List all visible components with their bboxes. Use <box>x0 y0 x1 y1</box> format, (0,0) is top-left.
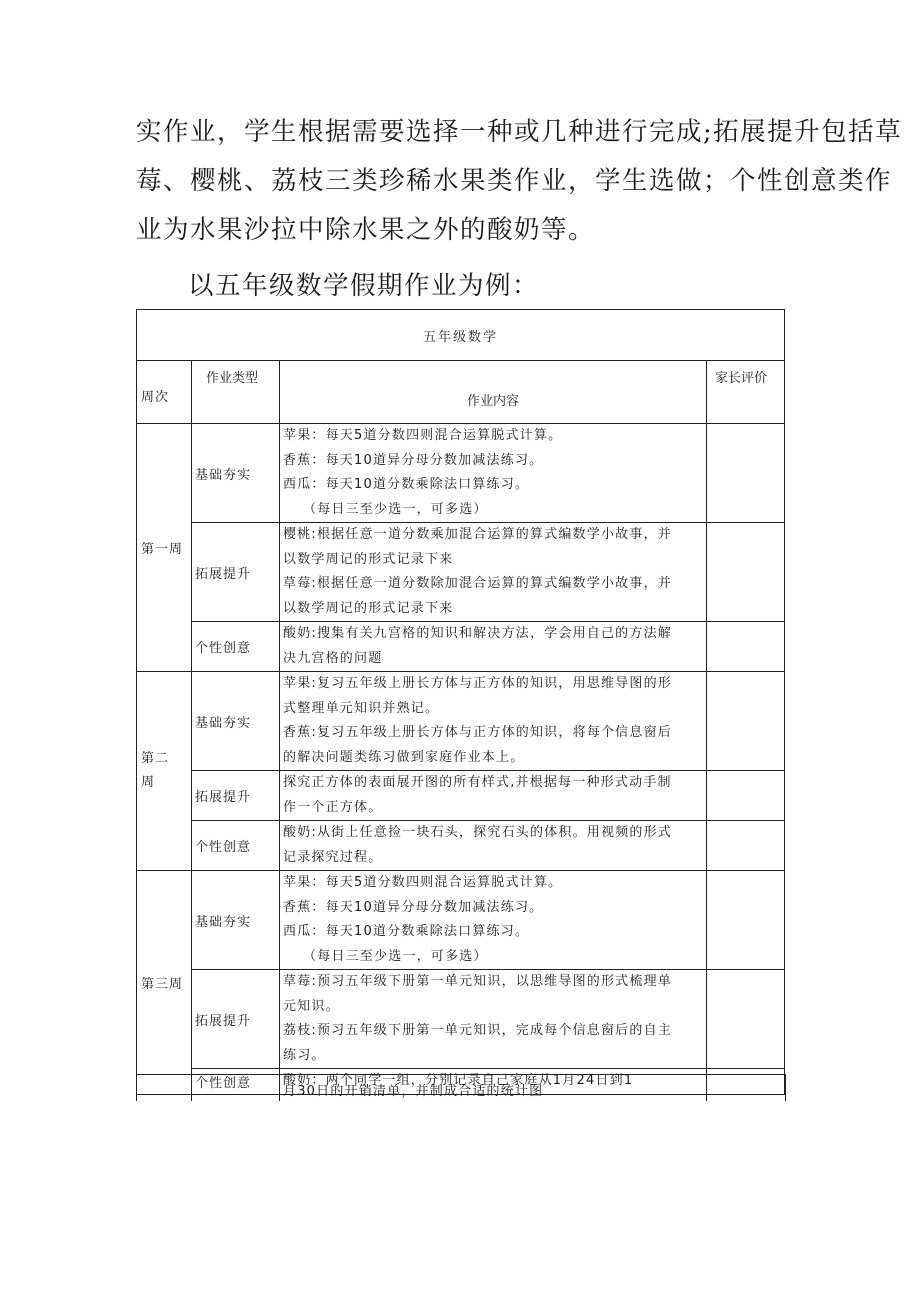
content-line: 香蕉:复习五年级上册长方体与正方体的知识，将每个信息窗后 <box>283 725 672 740</box>
week-label: 第二周 <box>141 751 170 790</box>
content-line: 苹果：每天5道分数四则混合运算脱式计算。 <box>283 875 563 890</box>
eval-cell[interactable] <box>707 821 785 871</box>
body-paragraph <box>136 108 903 255</box>
content-cell <box>280 771 707 821</box>
content-cell <box>280 970 707 1069</box>
content-line: 决九宫格的问题 <box>283 650 383 666</box>
content-line: 荔枝:预习五年级下册第一单元知识，完成每个信息窗后的自主 <box>283 1023 672 1038</box>
content-line: 酸奶:从街上任意捡一块石头，探究石头的体积。用视频的形式 <box>283 825 672 840</box>
content-line: 樱桃:根据任意一道分数乘加混合运算的算式编数学小故事，并 <box>283 527 672 542</box>
week-cell: 第三周 <box>137 871 192 1095</box>
homework-table <box>136 309 785 1095</box>
content-cell <box>280 622 707 672</box>
content-line: 记录探究过程。 <box>283 849 383 865</box>
eval-cell[interactable] <box>707 672 785 771</box>
content-line: 以数学周记的形式记录下来 <box>283 600 454 616</box>
content-line: 的解决问题类练习做到家庭作业本上。 <box>283 749 525 765</box>
content-line: 以数学周记的形式记录下来 <box>283 551 454 567</box>
content-line: 草莓:根据任意一道分数除加混合运算的算式编数学小故事，并 <box>283 576 672 591</box>
content-line: 西瓜：每天10道分数乘除法口算练习。 <box>283 924 530 939</box>
content-line: 酸奶:搜集有关九宫格的知识和解决方法，学会用自己的方法解 <box>283 626 672 641</box>
content-line: 探究正方体的表面展开图的所有样式,并根据每一种形式动手制 <box>283 775 672 790</box>
header-week: 周次 <box>137 361 192 424</box>
content-cell <box>280 672 707 771</box>
content-cell <box>280 424 707 523</box>
continuation-text: 月30日的开销清单，并制成合适的统计图 <box>283 1084 544 1099</box>
paragraph-line: 实作业，学生根据需要选择一种或几种进行完成;拓展提升包括草 <box>136 117 903 147</box>
type-cell: 基础夯实 <box>192 871 280 970</box>
header-type: 作业类型 <box>192 361 280 424</box>
type-cell: 基础夯实 <box>192 424 280 523</box>
content-line: 苹果:复习五年级上册长方体与正方体的知识，用思维导图的形 <box>283 676 672 691</box>
table-title: 五年级数学 <box>137 310 785 361</box>
content-line: 香蕉：每天10道异分母分数加减法练习。 <box>283 452 544 468</box>
content-line: 元知识。 <box>283 998 340 1014</box>
content-line: 香蕉：每天10道异分母分数加减法练习。 <box>283 899 544 915</box>
content-line: （每日三至少选一，可多选） <box>303 948 488 964</box>
eval-cell[interactable] <box>707 424 785 523</box>
type-cell: 拓展提升 <box>192 970 280 1069</box>
content-cell <box>280 821 707 871</box>
content-line: （每日三至少选一，可多选） <box>303 501 488 517</box>
content-cell <box>280 523 707 622</box>
content-line: 西瓜：每天10道分数乘除法口算练习。 <box>283 477 530 492</box>
week-cell <box>137 672 192 871</box>
week-cell: 第一周 <box>137 424 192 672</box>
content-line: 作一个正方体。 <box>283 799 383 815</box>
content-line: 酸奶：两个同学一组，分别记录自己家庭从1月24日到1 <box>283 1073 634 1088</box>
eval-cell[interactable] <box>707 523 785 622</box>
eval-cell[interactable] <box>707 970 785 1069</box>
eval-cell[interactable] <box>707 622 785 672</box>
content-line: 苹果：每天5道分数四则混合运算脱式计算。 <box>283 428 563 443</box>
header-eval: 家长评价 <box>707 361 785 424</box>
eval-cell[interactable] <box>707 871 785 970</box>
type-cell: 个性创意 <box>192 622 280 672</box>
type-cell: 个性创意 <box>192 1069 280 1095</box>
header-content: 作业内容 <box>280 361 707 424</box>
eval-cell[interactable] <box>707 771 785 821</box>
type-cell: 拓展提升 <box>192 523 280 622</box>
type-cell: 基础夯实 <box>192 672 280 771</box>
continuation-row <box>136 1074 786 1101</box>
intro-line: 以五年级数学假期作业为例： <box>188 271 540 301</box>
content-line: 式整理单元知识并熟记。 <box>283 700 440 716</box>
paragraph-line: 业为水果沙拉中除水果之外的酸奶等。 <box>136 215 596 245</box>
type-cell: 个性创意 <box>192 821 280 871</box>
content-cell <box>280 871 707 970</box>
paragraph-line: 莓、樱桃、荔枝三类珍稀水果类作业，学生选做；个性创意类作 <box>136 166 893 196</box>
content-line: 草莓:预习五年级下册第一单元知识，以思维导图的形式梳理单 <box>283 974 672 989</box>
content-line: 练习。 <box>283 1047 326 1063</box>
type-cell: 拓展提升 <box>192 771 280 821</box>
